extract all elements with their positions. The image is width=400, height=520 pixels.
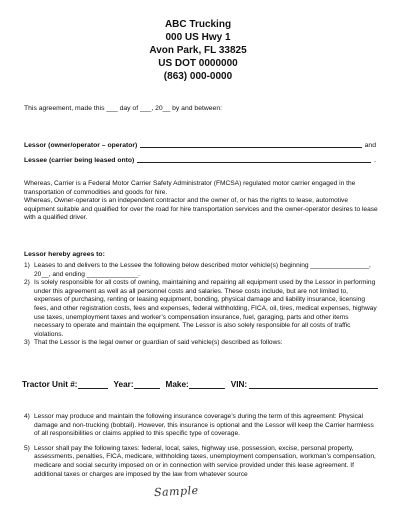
item-text: Is solely responsible for all costs of owning, maintaining and repairing all equipment used by the Lessor in performing under this agreement as well as all personnel costs and salaries. These costs include, but are not limited to, expenses of purchasing, renting or leasing equipment, bonding, physical damage and liability insurance, licensing fees, and other registration costs, fees and expenses, federal withholding, FICA, oil, tires, medical expenses, highway use taxes, unemployment taxes and worker’s compensation insurance, fuel, garaging, parts and other items necessary to operate and maintain the equipment. The Lessor is also solely responsible for all costs of traffic violations. <box>34 279 377 338</box>
list-item <box>24 339 378 348</box>
lessor-label: Lessor (owner/operator – operator) <box>24 142 138 149</box>
lessee-blank <box>137 155 371 163</box>
item-number: 3) <box>24 339 30 347</box>
item-number: 1) <box>24 262 30 269</box>
item-text: Lessor shall pay the following taxes: federal, local, sales, highway use, possession, excise, personal property, assessments, penalties, FICA, medicare, withholding taxes, unemployment compensation, workman’s compensation, medicare and social security imposed on or in connection with service provided under this lease agreement. If additional taxes or charges are imposed by the law from whatever source <box>34 444 376 478</box>
insurance-tax-list <box>24 413 378 479</box>
company-name: ABC Trucking <box>164 19 232 30</box>
item-number: 5) <box>24 444 30 452</box>
sample-signature: Sample <box>153 483 199 500</box>
tractor-unit-label: Tractor Unit #: <box>22 380 78 389</box>
lessee-period: . <box>374 157 376 164</box>
item-text: Leases to and delivers to the Lessee the following below described motor vehicle(s) beginning ________________, 20__, and ending ______________. <box>34 262 371 278</box>
make-label: Make: <box>165 380 189 389</box>
item-number: 2) <box>24 279 30 287</box>
lessee-label: Lessee (carrier being leased onto) <box>24 157 135 164</box>
item-text: Lessor may produce and maintain the following insurance coverage’s during the term of this agreement: Physical damage and non-trucking (bobtail). However, this insurance is optional and the Lessor will keep the Carrier harmless of all responsibilities or claims applied to this specific type of coverage. <box>34 413 374 438</box>
item-number: 4) <box>24 413 30 420</box>
make-blank <box>189 380 225 389</box>
lessor-blank <box>140 140 361 148</box>
agreement-date-line: This agreement, made this ___ day of ___, 20__ by and between: <box>24 105 222 112</box>
year-label: Year: <box>113 380 134 389</box>
vin-field <box>231 380 378 389</box>
list-item <box>24 413 378 439</box>
lessor-agrees-heading: Lessor hereby agrees to: <box>24 251 105 258</box>
company-dot-number: US DOT 0000000 <box>158 58 238 69</box>
list-item <box>24 445 378 479</box>
whereas-paragraph-2: Whereas, Owner-operator is an independent contractor and the owner of, or has the rights to lease, automotive equipment suitable and qualified for over the road for hire transportation services and the owner-operator desires to lease with a qualified driver. <box>24 197 378 222</box>
year-blank <box>134 380 160 389</box>
tractor-unit-blank <box>78 380 108 389</box>
make-field <box>166 380 225 389</box>
lessor-line <box>24 140 376 149</box>
vehicle-description-line <box>22 380 378 389</box>
list-item <box>24 262 378 279</box>
vin-blank <box>249 380 378 389</box>
lessor-obligations-list <box>24 262 378 348</box>
list-item <box>24 279 378 339</box>
lessee-line <box>24 155 376 164</box>
letterhead <box>18 0 378 83</box>
company-address-line1: 000 US Hwy 1 <box>165 32 231 43</box>
whereas-paragraph-1: Whereas, Carrier is a Federal Motor Carrier Safety Administrator (FMCSA) regulated motor carrier engaged in the transportation of commodities and goods for hire. <box>24 180 356 196</box>
whereas-section <box>24 180 378 223</box>
company-address-line2: Avon Park, FL 33825 <box>149 45 247 56</box>
and-word: and <box>364 142 376 149</box>
vin-label: VIN: <box>230 380 248 389</box>
company-phone: (863) 000-0000 <box>163 71 233 82</box>
year-field <box>114 380 160 389</box>
item-text: That the Lessor is the legal owner or guardian of said vehicle(s) described as follows: <box>34 339 283 347</box>
tractor-unit-field <box>22 380 108 389</box>
